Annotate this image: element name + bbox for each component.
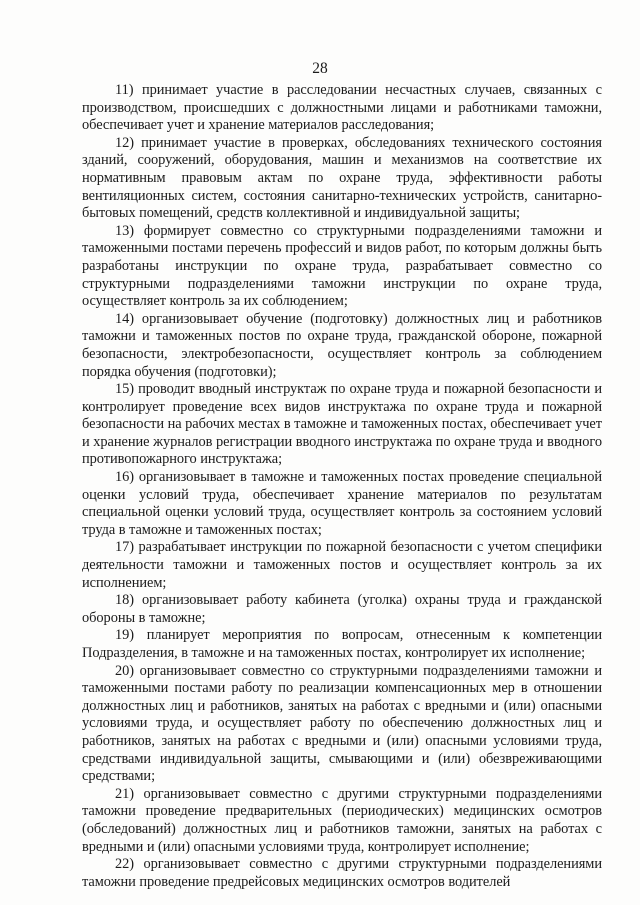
paragraph-item-12: 12) принимает участие в проверках, обследованиях технического состояния зданий, сооружений, оборудования, машин и механизмов на соответствие их нормативным правовым актам по охране труда, эффективности работы вентиляционных систем, состояния санитарно-технических устройств, санитарно-бытовых помещений, средств коллективной и индивидуальной защиты; [82,134,602,222]
paragraph-item-14: 14) организовывает обучение (подготовку) должностных лиц и работников таможни и таможенных постов по охране труда, гражданской обороне, пожарной безопасности, электробезопасности, осуществляет контроль за соблюдением порядка обучения (подготовки); [82,310,602,380]
paragraph-item-16: 16) организовывает в таможне и таможенных постах проведение специальной оценки условий труда, обеспечивает хранение материалов по результатам специальной оценки условий труда, осуществляет контроль за состоянием условий труда в таможне и таможенных постах; [82,469,602,538]
paragraph-item-20: 20) организовывает совместно со структурными подразделениями таможни и таможенными постами работу по реализации компенсационных мер в отношении должностных лиц и работников, занятых на работах с вредными и (или) опасными условиями труда, и осуществляет работу по обеспечению должностных лиц и работников, занятых на работах с вредными и (или) опасными условиями труда, средствами индивидуальной защиты, смывающими и (или) обезвреживающими средствами; [82,662,602,785]
paragraph-item-21: 21) организовывает совместно с другими структурными подразделениями таможни проведение предварительных (периодических) медицинских осмотров (обследований) должностных лиц и работников таможни, занятых на работах с вредными и (или) опасными условиями труда, контролирует исполнение; [82,785,602,855]
paragraph-item-18: 18) организовывает работу кабинета (уголка) охраны труда и гражданской обороны в таможне; [82,592,602,626]
paragraph-item-17: 17) разрабатывает инструкции по пожарной безопасности с учетом специфики деятельности таможни и таможенных постов и осуществляет контроль за их исполнением; [82,539,602,591]
paragraph-item-13: 13) формирует совместно со структурными подразделениями таможни и таможенными постами перечень профессий и видов работ, по которым должны быть разработаны инструкции по охране труда, разрабатывает совместно со структурными подразделениями таможни инструкции по охране труда, осуществляет контроль за их соблюдением; [82,222,602,310]
paragraph-item-19: 19) планирует мероприятия по вопросам, отнесенным к компетенции Подразделения, в таможне и на таможенных постах, контролирует их исполнение; [82,627,602,661]
paragraph-item-15: 15) проводит вводный инструктаж по охране труда и пожарной безопасности и контролирует проведение всех видов инструктажа по охране труда и пожарной безопасности на рабочих местах в таможне и таможенных постах, обеспечивает учет и хранение журналов регистрации вводного инструктажа по охране труда и вводного противопожарного инструктажа; [82,381,602,468]
paragraph-item-11: 11) принимает участие в расследовании несчастных случаев, связанных с производством, происшедших с должностными лицами и работниками таможни, обеспечивает учет и хранение материалов расследования; [82,82,602,134]
document-body [82,82,602,891]
page-number: 28 [312,60,328,77]
paragraph-item-22: 22) организовывает совместно с другими структурными подразделениями таможни проведение предрейсовых медицинских осмотров водителей [82,856,602,890]
